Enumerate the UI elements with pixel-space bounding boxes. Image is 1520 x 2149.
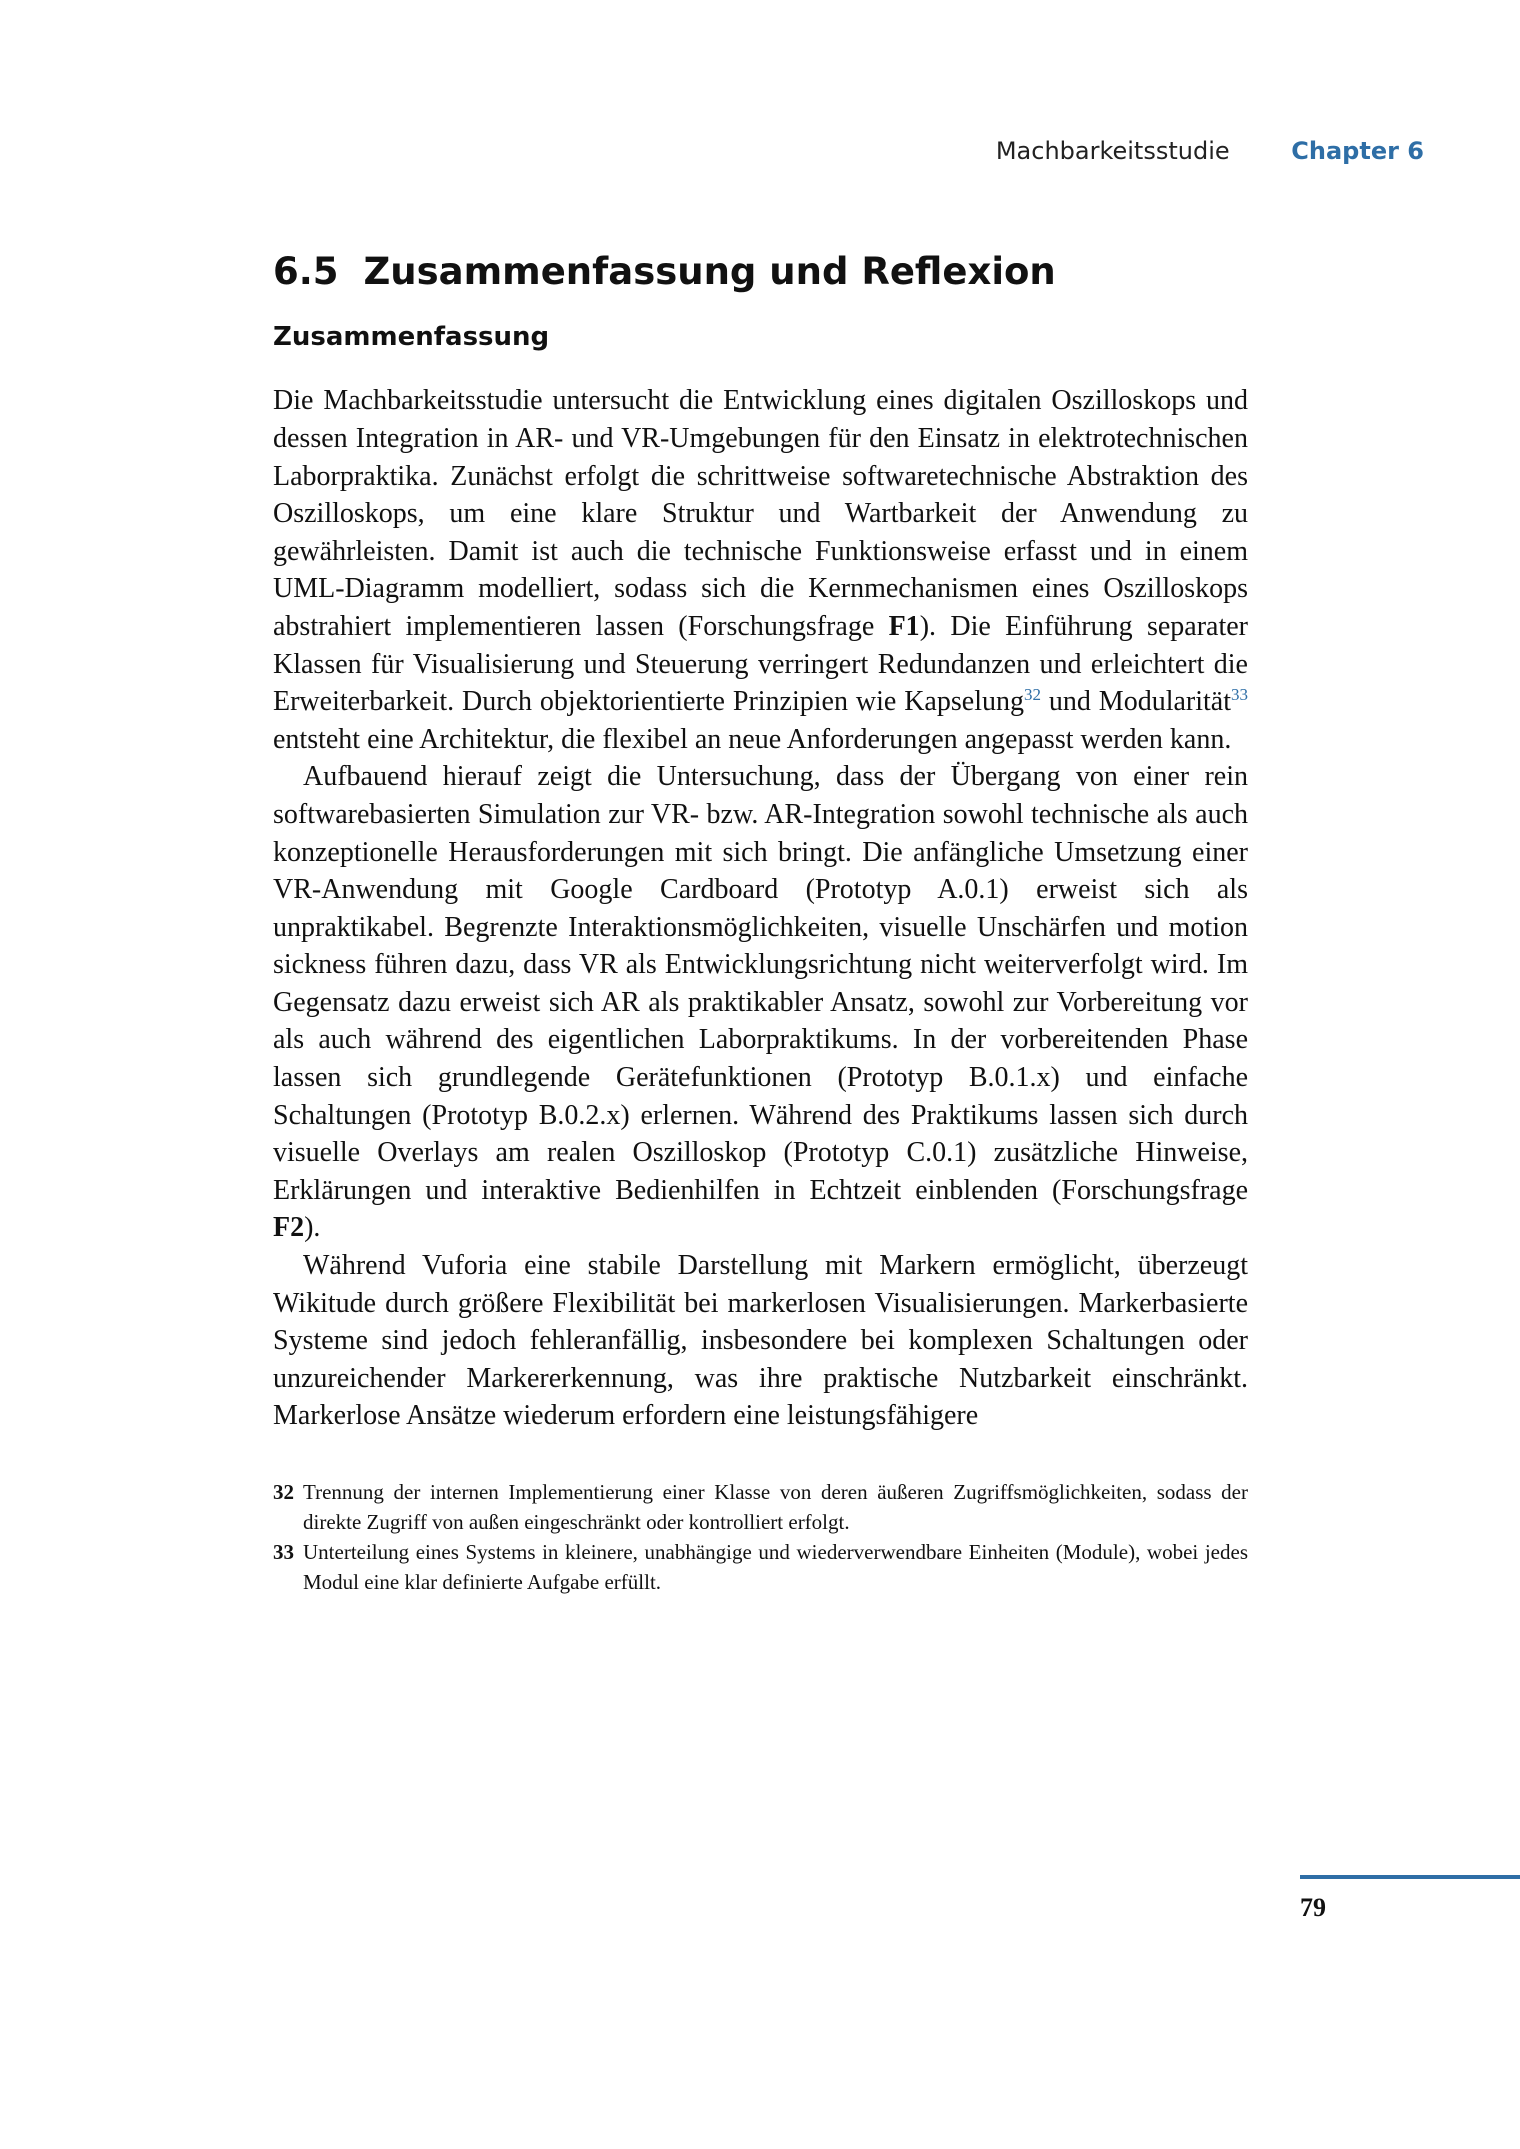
footnotes [273, 1477, 1248, 1597]
paragraph-2: Aufbauend hierauf zeigt die Untersuchung, dass der Übergang von einer rein softwarebasierten Simulation zur VR- bzw. AR-Integration sowohl technische als auch konzeptionelle Herausforderungen mit sich bringt. Die anfängliche Umsetzung einer VR-Anwendung mit Google Cardboard (Prototyp A.0.1) erweist sich als unpraktikabel. Begrenzte Interaktionsmöglichkeiten, visuelle Unschärfen und motion sickness führen dazu, dass VR als Entwicklungsrichtung nicht weiterverfolgt wird. Im Gegensatz dazu erweist sich AR als praktikabler Ansatz, sowohl zur Vorbereitung vor als auch während des eigentlichen Laborpraktikums. In der vorbereitenden Phase lassen sich grundlegende Gerätefunktionen (Prototyp B.0.1.x) und einfache Schaltungen (Prototyp B.0.2.x) erlernen. Während des Praktikums lassen sich durch visuelle Overlays am realen Oszilloskop (Prototyp C.0.1) zusätzliche Hinweise, Erklärungen und interaktive Bedienhilfen in Echtzeit einblenden (Forschungsfrage F2). [273, 761, 1248, 1244]
research-question-ref-f1: F1 [888, 610, 920, 642]
footnote-ref-33[interactable]: 33 [1231, 685, 1248, 705]
header-chapter-label: Chapter 6 [1291, 137, 1424, 165]
footnote-32 [273, 1477, 1248, 1537]
research-question-ref-f2: F2 [273, 1212, 305, 1244]
paragraph-3: Während Vuforia eine stabile Darstellung mit Markern ermöglicht, überzeugt Wikitude durch größere Flexibilität bei markerlosen Visualisierungen. Markerbasierte Systeme sind jedoch fehleranfällig, insbesondere bei komplexen Schaltungen oder unzureichender Markererkennung, was ihre praktische Nutzbarkeit einschränkt. Markerlose Ansätze wiederum erfordern eine leistungsfähigere [273, 1250, 1248, 1432]
running-header [996, 137, 1424, 165]
main-content [273, 250, 1248, 1597]
header-section-name: Machbarkeitsstudie [995, 137, 1230, 165]
footnote-33 [273, 1537, 1248, 1597]
footnote-text: Trennung der internen Implementierung einer Klasse von deren äußeren Zugriffsmöglichkeiten, sodass der direkte Zugriff von außen eingeschränkt oder kontrolliert erfolgt. [303, 1480, 1248, 1535]
footer-rule [1300, 1875, 1520, 1879]
section-heading [273, 250, 1248, 294]
section-number: 6.5 [273, 250, 339, 293]
footnote-ref-32[interactable]: 32 [1023, 685, 1041, 705]
footnote-number: 33 [273, 1540, 294, 1565]
paragraph-1: Die Machbarkeitsstudie untersucht die Entwicklung eines digitalen Oszilloskops und dessen Integration in AR- und VR-Umgebungen für den Einsatz in elektrotechnischen Laborpraktika. Zunächst erfolgt die schrittweise softwaretechnische Abstraktion des Oszilloskops, um eine klare Struktur und Wartbarkeit der Anwendung zu gewährleisten. Damit ist auch die technische Funktionsweise erfasst und in einem UML-Diagramm modelliert, sodass sich die Kernmechanismen eines Oszilloskops abstrahiert implementieren lassen (Forschungsfrage F1). Die Einführung separater Klassen für Visualisierung und Steuerung verringert Redundanzen und erleichtert die Erweiterbarkeit. Durch objektorientierte Prinzipien wie Kapselung$^{32}$ und Modularität$^{33}$ entsteht eine Architektur, die flexibel an neue Anforderungen angepasst werden kann. [273, 385, 1248, 755]
footnote-text: Unterteilung eines Systems in kleinere, unabhängige und wiederverwendbare Einheiten (Module), wobei jedes Modul eine klar definierte Aufgabe erfüllt. [303, 1540, 1248, 1595]
subsection-heading: Zusammenfassung [273, 322, 550, 353]
section-title: Zusammenfassung und Reflexion [363, 250, 1056, 293]
footnote-number: 32 [273, 1480, 294, 1505]
page-number: 79 [1300, 1893, 1326, 1922]
